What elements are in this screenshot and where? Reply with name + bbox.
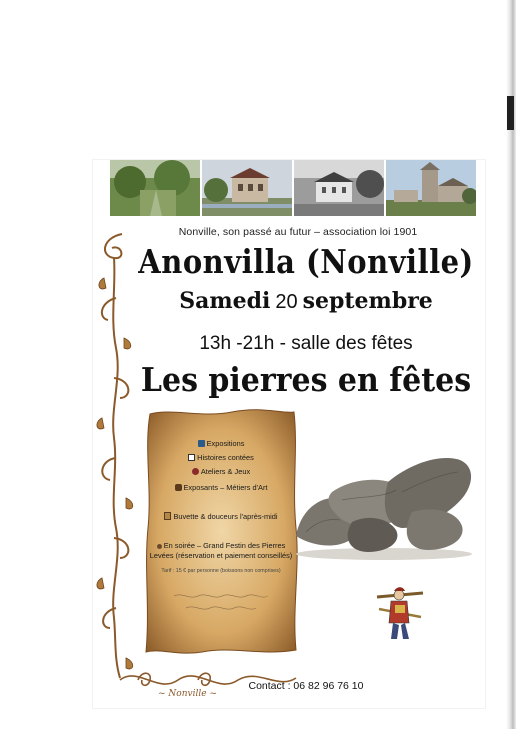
- ornamental-border-icon: [92, 228, 138, 698]
- activity-item: [142, 484, 300, 493]
- craft-icon: [175, 484, 182, 491]
- activity-item: [142, 512, 300, 522]
- feast-line1: En soirée – Grand Festin des Pierres: [163, 541, 286, 550]
- medieval-figure-icon: [373, 583, 427, 643]
- activity-label: Exposants – Métiers d'Art: [183, 483, 268, 492]
- photo-garden: [110, 160, 200, 216]
- photo-strip: [110, 160, 476, 216]
- date-day: Samedi: [179, 288, 271, 314]
- feast-line2: Levées (réservation et paiement conseillés): [149, 551, 293, 560]
- page-edge-mark: [507, 96, 514, 130]
- event-hours: 13h -21h - salle des fêtes: [199, 333, 413, 354]
- activity-label: Expositions: [206, 439, 245, 448]
- date-month: septembre: [302, 288, 433, 314]
- standing-stones-image: [292, 452, 476, 562]
- activity-item: [142, 440, 300, 449]
- association-subtitle: Nonville, son passé au futur – association loi 1901: [178, 226, 418, 238]
- activity-item: [142, 468, 300, 477]
- event-date: [120, 290, 492, 312]
- poster-title: Anonvilla (Nonville): [138, 242, 474, 281]
- contact-phone: Contact : 06 82 96 76 10: [248, 680, 364, 692]
- date-number: 20: [275, 291, 298, 313]
- photo-old-postcard: [294, 160, 384, 216]
- activities-list: [142, 408, 300, 656]
- svg-text:~ Nonville ~: ~ Nonville ~: [158, 689, 217, 699]
- photo-house: [202, 160, 292, 216]
- activity-label: Histoires contées: [197, 453, 254, 462]
- feast-line: [142, 542, 300, 551]
- event-title: Les pierres en fêtes: [140, 361, 472, 400]
- workshop-icon: [192, 468, 199, 475]
- photo-church: [386, 160, 476, 216]
- exhibition-icon: [198, 440, 205, 447]
- book-icon: [188, 454, 195, 461]
- drink-icon: [164, 512, 171, 520]
- faint-handwriting-icon: [172, 590, 270, 616]
- activity-label: Buvette & douceurs l'après-midi: [173, 512, 278, 521]
- activity-item: [142, 454, 300, 463]
- tarif-line: Tarif : 15 € par personne (boissons non comprises): [161, 568, 281, 574]
- activity-label: Ateliers & Jeux: [200, 467, 251, 476]
- feast-icon: [157, 544, 162, 549]
